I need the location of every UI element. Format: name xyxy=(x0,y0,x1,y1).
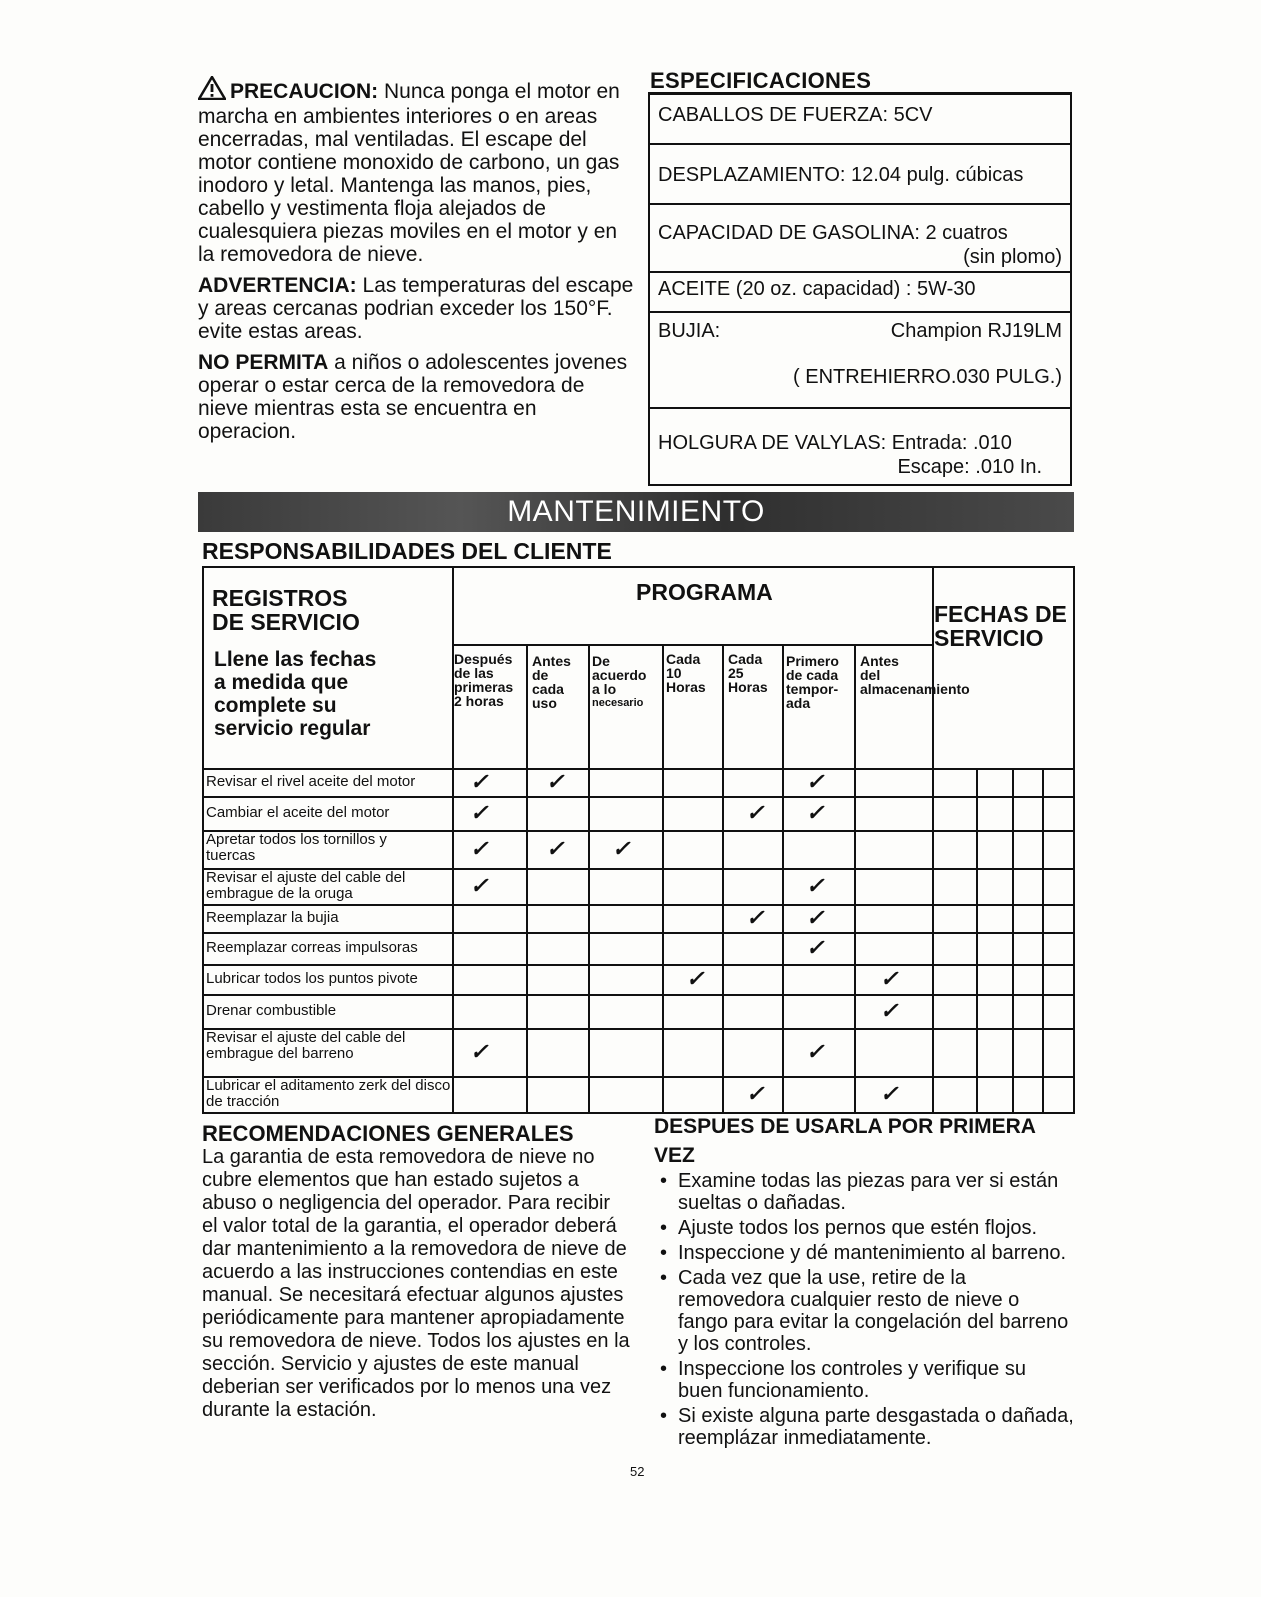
check-mark-icon: ✓ xyxy=(806,935,825,960)
service-dates-heading: FECHAS DE SERVICIO xyxy=(934,601,1067,651)
check-mark-icon: ✓ xyxy=(470,800,489,825)
check-mark-icon: ✓ xyxy=(880,998,899,1023)
grid-hline xyxy=(452,644,932,646)
list-item: • Inspeccione y dé mantenimiento al barreno. xyxy=(654,1242,1074,1264)
col-before-each-use: Antes de cada uso xyxy=(532,653,571,711)
table-row xyxy=(204,796,1073,830)
fill-dates-instruction: Llene las fechas a medida que complete su servicio regular xyxy=(214,648,377,740)
spec-gap-text: ( ENTREHIERRO.030 PULG.) xyxy=(793,366,1062,388)
col-every-25-hours: Cada 25 Horas xyxy=(728,651,768,695)
maintenance-banner xyxy=(198,492,1074,532)
list-item: • Examine todas las piezas para ver si están sueltas o dañadas. xyxy=(654,1170,1074,1214)
spec-spark-plug-label: BUJIA: xyxy=(658,320,721,342)
table-row xyxy=(204,932,1073,964)
registros-heading: REGISTROS DE SERVICIO xyxy=(212,585,360,635)
spec-oil xyxy=(650,273,1070,313)
list-item: • Ajuste todos los pernos que estén flojos. xyxy=(654,1217,1074,1239)
col-as-needed: De acuerdo a lo necesario xyxy=(592,653,647,709)
spec-horsepower-text: CABALLOS DE FUERZA: 5CV xyxy=(658,104,933,126)
col-first-of-season: Primero de cada tempor- ada xyxy=(786,653,839,711)
spec-horsepower xyxy=(650,95,1070,145)
check-mark-icon: ✓ xyxy=(746,905,765,930)
check-mark-icon: ✓ xyxy=(806,1039,825,1064)
after-first-use-list xyxy=(654,1170,1074,1452)
maintenance-schedule-table xyxy=(202,566,1075,1114)
after-first-use-title: DESPUES DE USARLA POR PRIMERA VEZ xyxy=(654,1115,1036,1167)
task-label-line: Reemplazar la bujia xyxy=(206,909,339,926)
task-label-line: Cambiar el aceite del motor xyxy=(206,804,390,821)
check-mark-icon: ✓ xyxy=(470,836,489,861)
task-label xyxy=(206,1030,452,1062)
task-label xyxy=(206,774,452,790)
col-after-first-2-hours: Después de las primeras 2 horas xyxy=(454,651,514,709)
task-label-line: embrague de la oruga xyxy=(206,885,353,902)
check-mark-icon: ✓ xyxy=(806,769,825,794)
col-before-storage: Antes del almacenamiento xyxy=(860,653,970,697)
table-row xyxy=(204,964,1073,994)
task-label-line: Revisar el rivel aceite del motor xyxy=(206,773,416,790)
task-label-line: Revisar el ajuste del cable del xyxy=(206,869,406,886)
recommendations-body: La garantia de esta removedora de nieve no cubre elementos que han estado sujetos a abuso o negligencia del operador. Para recibir el valor total de la garantia, el operador deberá dar mantenimiento a la removedora de nieve de acuerdo a las instrucciones contendias en este manual. Se necesitará efectuar algunos ajustes periódicamente para mantener apropiadamente su removedora de nieve. Todos los ajustes en la sección. Servicio y ajustes de este manual deberian ser verificados por lo menos una vez durante la estación. xyxy=(202,1146,630,1421)
spec-valve-exhaust: Escape: .010 In. xyxy=(897,456,1042,478)
task-label xyxy=(206,1078,452,1110)
precaucion-label: PRECAUCION: xyxy=(230,80,379,103)
table-row xyxy=(204,1076,1073,1112)
spec-fuel-note: (sin plomo) xyxy=(963,246,1062,268)
task-label xyxy=(206,870,452,902)
task-label-line: Reemplazar correas impulsoras xyxy=(206,939,418,956)
page-number: 52 xyxy=(630,1464,645,1479)
spec-spark-plug-value: Champion RJ19LM xyxy=(890,320,1062,342)
task-label-line: Revisar el ajuste del cable del xyxy=(206,1029,406,1046)
spec-displacement-text: DESPLAZAMIENTO: 12.04 pulg. cúbicas xyxy=(658,164,1024,186)
task-label xyxy=(206,1003,452,1019)
precaucion-text: Nunca ponga el motor en marcha en ambientes interiores o en areas encerradas, mal ventiladas. El escape del motor contiene monoxido de carbono, un gas inodoro y letal. Mantenga las manos, pies, cabello y vestimenta floja alejados de cualesquiera piezas moviles en el motor y en la removedora de nieve. xyxy=(198,80,620,266)
safety-warnings xyxy=(198,76,638,451)
check-mark-icon: ✓ xyxy=(470,873,489,898)
advertencia-label: ADVERTENCIA: xyxy=(198,274,357,297)
warning-triangle-icon xyxy=(198,76,226,105)
task-label xyxy=(206,940,452,956)
no-permita-label: NO PERMITA xyxy=(198,351,329,374)
no-permita-text: a niños o adolescentes jovenes operar o estar cerca de la removedora de nieve mientras esta se encuentra en operacion. xyxy=(198,351,628,443)
task-label-line: Lubricar el aditamento zerk del disco xyxy=(206,1077,451,1094)
task-label-line: Apretar todos los tornillos y xyxy=(206,831,387,848)
task-label xyxy=(206,910,452,926)
spec-valve-intake: HOLGURA DE VALYLAS: Entrada: .010 xyxy=(658,432,1012,454)
spec-oil-text: ACEITE (20 oz. capacidad) : 5W-30 xyxy=(658,278,976,300)
table-row xyxy=(204,904,1073,932)
spec-fuel-capacity xyxy=(650,205,1070,273)
no-permita-paragraph xyxy=(198,351,638,443)
spec-valve-clearance xyxy=(650,409,1070,487)
recommendations-title: RECOMENDACIONES GENERALES xyxy=(202,1121,574,1146)
task-label-line: Drenar combustible xyxy=(206,1002,337,1019)
table-row xyxy=(204,830,1073,868)
check-mark-icon: ✓ xyxy=(686,966,705,991)
check-mark-icon: ✓ xyxy=(806,800,825,825)
table-row xyxy=(204,768,1073,796)
table-row xyxy=(204,1028,1073,1076)
table-row xyxy=(204,868,1073,904)
task-label-line: de tracción xyxy=(206,1093,280,1110)
specifications-title: ESPECIFICACIONES xyxy=(650,68,872,93)
specifications-table xyxy=(648,92,1072,486)
check-mark-icon: ✓ xyxy=(806,873,825,898)
check-mark-icon: ✓ xyxy=(470,1039,489,1064)
check-mark-icon: ✓ xyxy=(470,769,489,794)
check-mark-icon: ✓ xyxy=(806,905,825,930)
spec-displacement xyxy=(650,145,1070,205)
spec-spark-plug xyxy=(650,313,1070,409)
task-label-line: embrague del barreno xyxy=(206,1045,354,1062)
responsibilities-title: RESPONSABILIDADES DEL CLIENTE xyxy=(202,538,612,564)
check-mark-icon: ✓ xyxy=(880,966,899,991)
table-row xyxy=(204,994,1073,1028)
precaucion-paragraph xyxy=(198,76,638,266)
task-label xyxy=(206,832,452,864)
check-mark-icon: ✓ xyxy=(546,769,565,794)
programa-heading: PROGRAMA xyxy=(636,579,773,605)
check-mark-icon: ✓ xyxy=(546,836,565,861)
check-mark-icon: ✓ xyxy=(612,836,631,861)
check-mark-icon: ✓ xyxy=(746,1081,765,1106)
list-item: • Si existe alguna parte desgastada o dañada, reemplázar inmediatamente. xyxy=(654,1405,1074,1449)
maintenance-banner-text: MANTENIMIENTO xyxy=(507,495,765,528)
advertencia-paragraph xyxy=(198,274,638,343)
check-mark-icon: ✓ xyxy=(880,1081,899,1106)
spec-fuel-capacity-text: CAPACIDAD DE GASOLINA: 2 cuatros xyxy=(658,222,1008,244)
task-label xyxy=(206,971,452,987)
task-label xyxy=(206,805,452,821)
list-item: • Cada vez que la use, retire de la removedora cualquier resto de nieve o fango para evitar la congelación del barreno y los controles. xyxy=(654,1267,1074,1355)
advertencia-text: Las temperaturas del escape y areas cercanas podrian exceder los 150°F. evite estas areas. xyxy=(198,274,634,343)
task-label-line: tuercas xyxy=(206,847,256,864)
list-item: • Inspeccione los controles y verifique su buen funcionamiento. xyxy=(654,1358,1074,1402)
check-mark-icon: ✓ xyxy=(746,800,765,825)
task-label-line: Lubricar todos los puntos pivote xyxy=(206,970,418,987)
col-every-10-hours: Cada 10 Horas xyxy=(666,651,706,695)
